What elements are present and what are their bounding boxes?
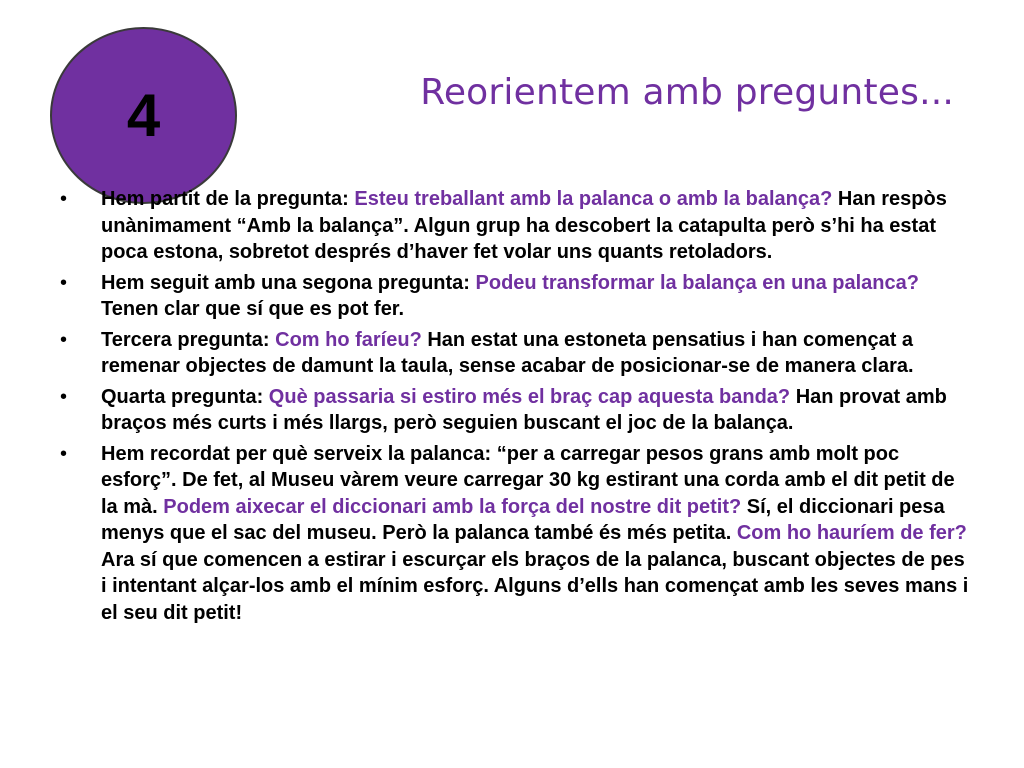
question-text: Esteu treballant amb la palanca o amb la balança?	[354, 188, 833, 210]
slide-title: Reorientem amb preguntes...	[420, 72, 954, 113]
bullet-item	[60, 270, 970, 323]
question-text: Podem aixecar el diccionari amb la força del nostre dit petit?	[163, 495, 742, 518]
question-text: Com ho faríeu?	[275, 328, 422, 351]
body-text: Hem partit de la pregunta:	[101, 188, 355, 210]
body-text: Hem recordat per què serveix la palanca: “per a carregar pesos grans amb molt poc esforç”. De fet, al Museu vàrem veure carregar 30 kg estirant una corda amb el dit petit de la mà.	[101, 442, 955, 518]
question-text: Podeu transformar la balança en una palanca?	[475, 271, 919, 294]
body-text: Tercera pregunta:	[101, 328, 276, 351]
body-text: Han provat amb braços més curts i més llargs, però seguien buscant el joc de la balança.	[101, 385, 947, 434]
bullet-item	[60, 441, 970, 627]
body-text: Tenen clar que sí que es pot fer.	[101, 298, 405, 320]
bullet-dot: •	[60, 188, 68, 210]
body-text: Han estat una estoneta pensatius i han començat a remenar objectes de damunt la taula, sense acabar de posicionar-se de manera clara.	[101, 328, 914, 377]
question-text: Com ho hauríem de fer?	[736, 522, 967, 544]
body-text: Ara sí que comencen a estirar i escurçar els braços de la palanca, buscant objectes de pes i intentant alçar-los amb el mínim esforç. Alguns d’ells han començat amb les seves mans i el seu dit petit!	[101, 548, 969, 624]
bullet-list	[60, 186, 970, 630]
bullet-dot: •	[60, 328, 68, 351]
slide-number: 4	[126, 81, 161, 149]
body-text: Han respòs unànimament “Amb la balança”. Algun grup ha descobert la catapulta però s’hi ha estat poca estona, sobretot després d’haver fet volar uns quants retoladors.	[101, 188, 947, 263]
bullet-dot: •	[60, 442, 68, 465]
bullet-item	[60, 186, 970, 266]
body-text: Sí, el diccionari pesa menys que el sac del museu. Però la palanca també és més petita.	[101, 495, 945, 544]
body-text: Hem seguit amb una segona pregunta:	[101, 271, 476, 294]
bullet-item	[60, 327, 970, 380]
question-text: Què passaria si estiro més el braç cap aquesta banda?	[268, 385, 791, 408]
bullet-item	[60, 384, 970, 437]
bullet-dot: •	[60, 271, 68, 294]
slide-number-badge	[50, 27, 237, 204]
body-text: Quarta pregunta:	[101, 385, 269, 408]
bullet-dot: •	[60, 385, 68, 408]
